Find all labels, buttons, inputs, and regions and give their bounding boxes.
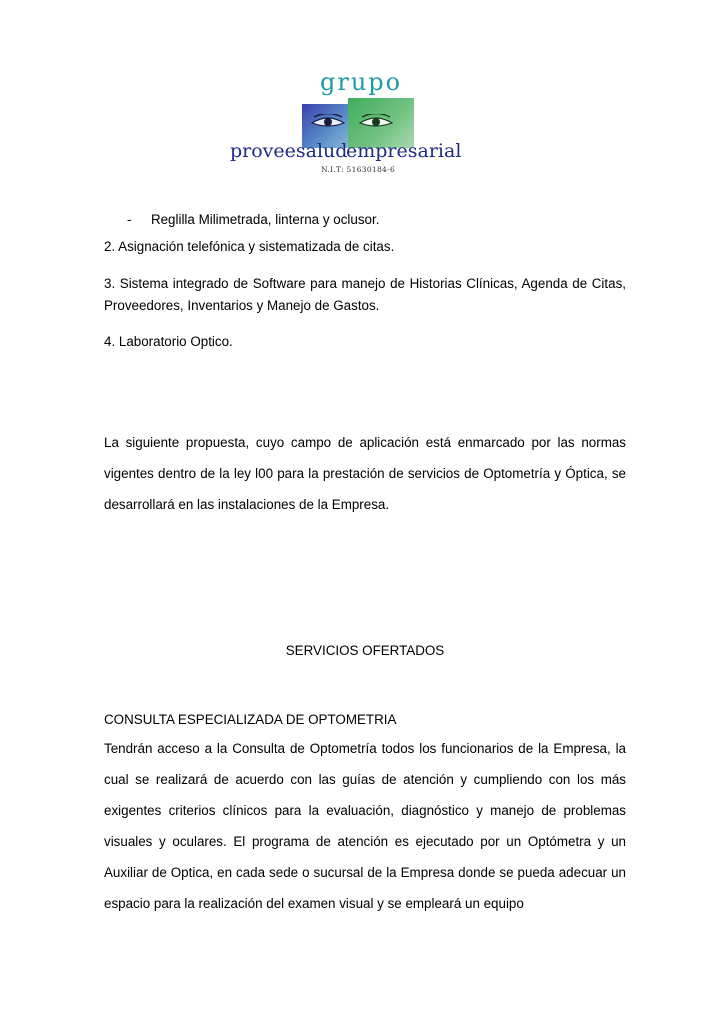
services-subheading: CONSULTA ESPECIALIZADA DE OPTOMETRIA (104, 712, 397, 727)
bullet-text: Reglilla Milimetrada, linterna y oclusor. (150, 212, 380, 227)
logo-word-proveesalud: proveesalud (230, 140, 348, 162)
company-logo (228, 70, 498, 182)
services-paragraph: Tendrán acceso a la Consulta de Optometría todos los funcionarios de la Empresa, la cual se realizará de acuerdo con las guías de atención y cumpliendo con los más exigentes criterios clínicos para la evaluación, diagnóstico y manejo de problemas visuales y oculares. El programa de atención es ejecutado por un Optómetra y un Auxiliar de Optica, en cada sede o sucursal de la Empresa donde se pueda adecuar un espacio para la realización del examen visual y se empleará un equipo (104, 741, 626, 911)
logo-word-grupo: grupo (320, 68, 403, 96)
left-eye-icon (310, 114, 346, 130)
bullet-dash: - (127, 212, 132, 227)
list-item-4: 4. Laboratorio Optico. (104, 334, 233, 349)
logo-word-empresarial: empresarial (346, 140, 462, 162)
list-item-2: 2. Asignación telefónica y sistematizada de citas. (104, 239, 395, 254)
list-item-bullet (127, 209, 527, 231)
list-item-3: 3. Sistema integrado de Software para manejo de Historias Clínicas, Agenda de Citas, Proveedores, Inventarios y Manejo de Gastos. (104, 276, 626, 313)
logo-nit: N.I.T: 51630184-6 (321, 165, 396, 174)
proposal-paragraph: La siguiente propuesta, cuyo campo de aplicación está enmarcado por las normas vigentes dentro de la ley l00 para la prestación de servicios de Optometría y Óptica, se desarrollará en las instalaciones de la Empresa. (104, 435, 626, 512)
services-heading: SERVICIOS OFERTADOS (285, 643, 445, 658)
right-eye-icon (358, 114, 394, 130)
